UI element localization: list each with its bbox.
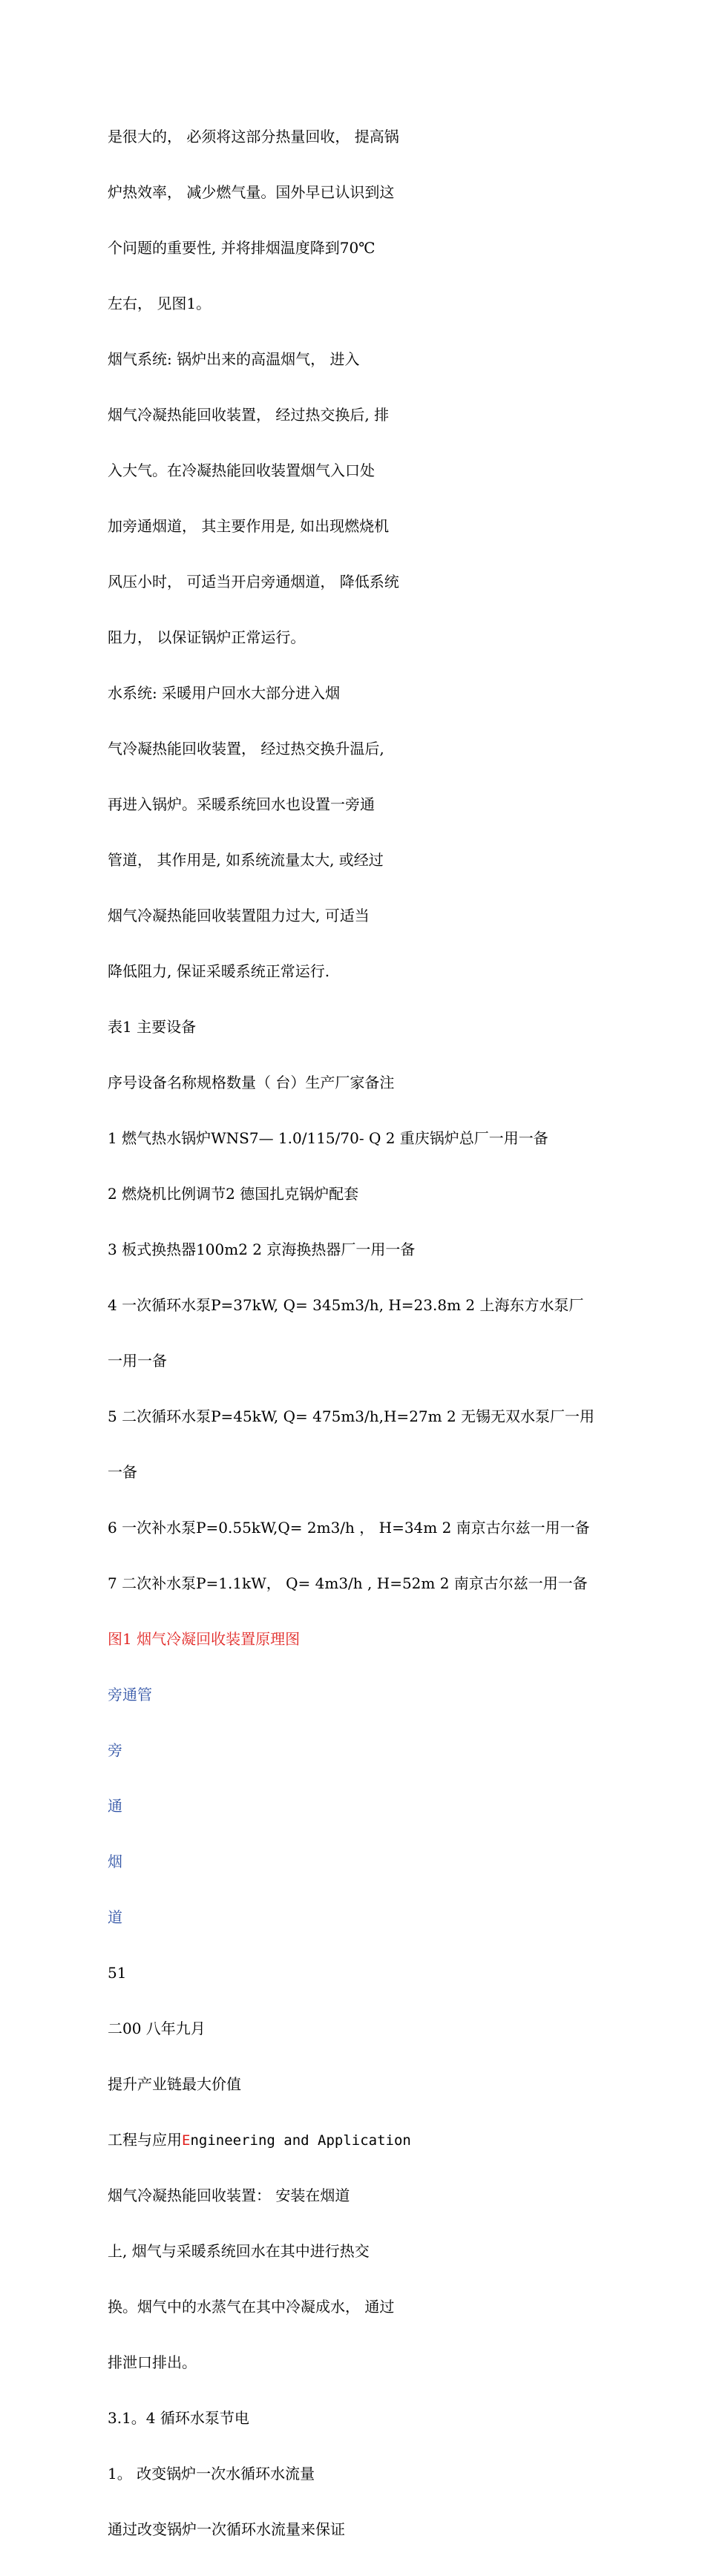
table-row: 3 板式换热器100m2 2 京海换热器厂一用一备	[108, 1241, 416, 1258]
body-line: 左右， 见图1。	[108, 295, 212, 312]
body-line: 烟气系统: 锅炉出来的高温烟气， 进入	[108, 350, 360, 368]
figure-label: 道	[108, 1908, 122, 1926]
body-line: 个问题的重要性, 并将排烟温度降到70℃	[108, 239, 376, 257]
body-line: 入大气。在冷凝热能回收装置烟气入口处	[108, 461, 375, 479]
slogan: 提升产业链最大价值	[108, 2075, 241, 2093]
body-line: 降低阻力, 保证采暖系统正常运行.	[108, 962, 330, 980]
body-line: 上, 烟气与采暖系统回水在其中进行热交	[108, 2242, 370, 2260]
figure-label: 旁	[108, 1741, 122, 1759]
body-line: 通过改变锅炉一次循环水流量来保证	[108, 2520, 345, 2538]
table-row: 7 二次补水泵P=1.1kW， Q= 4m3/h , H=52m 2 南京古尔兹一用一备	[108, 1574, 588, 1592]
body-line: 加旁通烟道， 其主要作用是, 如出现燃烧机	[108, 517, 390, 535]
body-line: 烟气冷凝热能回收装置阻力过大, 可适当	[108, 907, 370, 924]
body-line: 水系统: 采暖用户回水大部分进入烟	[108, 684, 341, 702]
issue-date: 二00 八年九月	[108, 2020, 206, 2037]
section-title-cn: 工程与应用	[108, 2131, 182, 2149]
body-line: 炉热效率， 减少燃气量。国外早已认识到这	[108, 183, 395, 201]
table-row: 5 二次循环水泵P=45kW, Q= 475m3/h,H=27m 2 无锡无双水泵厂一用	[108, 1407, 595, 1425]
body-line: 气冷凝热能回收装置， 经过热交换升温后,	[108, 740, 384, 758]
table-row-continuation: 一用一备	[108, 1352, 167, 1370]
section-header	[108, 2131, 686, 2149]
page-number: 51	[108, 1964, 127, 1982]
section-title-en: ngineering and Application	[190, 2132, 411, 2149]
body-line: 阻力， 以保证锅炉正常运行。	[108, 628, 306, 646]
body-line: 烟气冷凝热能回收装置： 安装在烟道	[108, 2186, 350, 2204]
body-line: 1。 改变锅炉一次水循环水流量	[108, 2465, 315, 2483]
table-row: 6 一次补水泵P=0.55kW,Q= 2m3/h ， H=34m 2 南京古尔兹一用一备	[108, 1519, 590, 1537]
table-row: 1 燃气热水锅炉WNS7— 1.0/115/70- Q 2 重庆锅炉总厂一用一备	[108, 1129, 548, 1147]
figure-label: 旁通管	[108, 1686, 152, 1703]
figure-label: 烟	[108, 1853, 122, 1870]
table-row: 4 一次循环水泵P=37kW, Q= 345m3/h, H=23.8m 2 上海东方水泵厂	[108, 1296, 584, 1314]
subsection-heading: 3.1。4 循环水泵节电	[108, 2409, 249, 2427]
body-line: 再进入锅炉。采暖系统回水也设置一旁通	[108, 795, 375, 813]
table-header: 序号设备名称规格数量（ 台）生产厂家备注	[108, 1074, 395, 1091]
document-body	[108, 91, 686, 2576]
body-line: 风压小时， 可适当开启旁通烟道， 降低系统	[108, 573, 399, 591]
body-line: 换。烟气中的水蒸气在其中冷凝成水， 通过	[108, 2298, 395, 2316]
table-row: 2 燃烧机比例调节2 德国扎克锅炉配套	[108, 1185, 359, 1203]
section-title-en-initial: E	[182, 2132, 191, 2149]
body-line: 管道， 其作用是, 如系统流量太大, 或经过	[108, 851, 384, 869]
table-row-continuation: 一备	[108, 1463, 137, 1481]
figure-caption: 图1 烟气冷凝回收装置原理图	[108, 1630, 301, 1648]
body-line: 烟气冷凝热能回收装置， 经过热交换后, 排	[108, 406, 390, 424]
body-line: 排泄口排出。	[108, 2353, 197, 2371]
table-title: 表1 主要设备	[108, 1018, 197, 1036]
body-line: 是很大的， 必须将这部分热量回收， 提高锅	[108, 128, 399, 145]
figure-label: 通	[108, 1797, 122, 1815]
